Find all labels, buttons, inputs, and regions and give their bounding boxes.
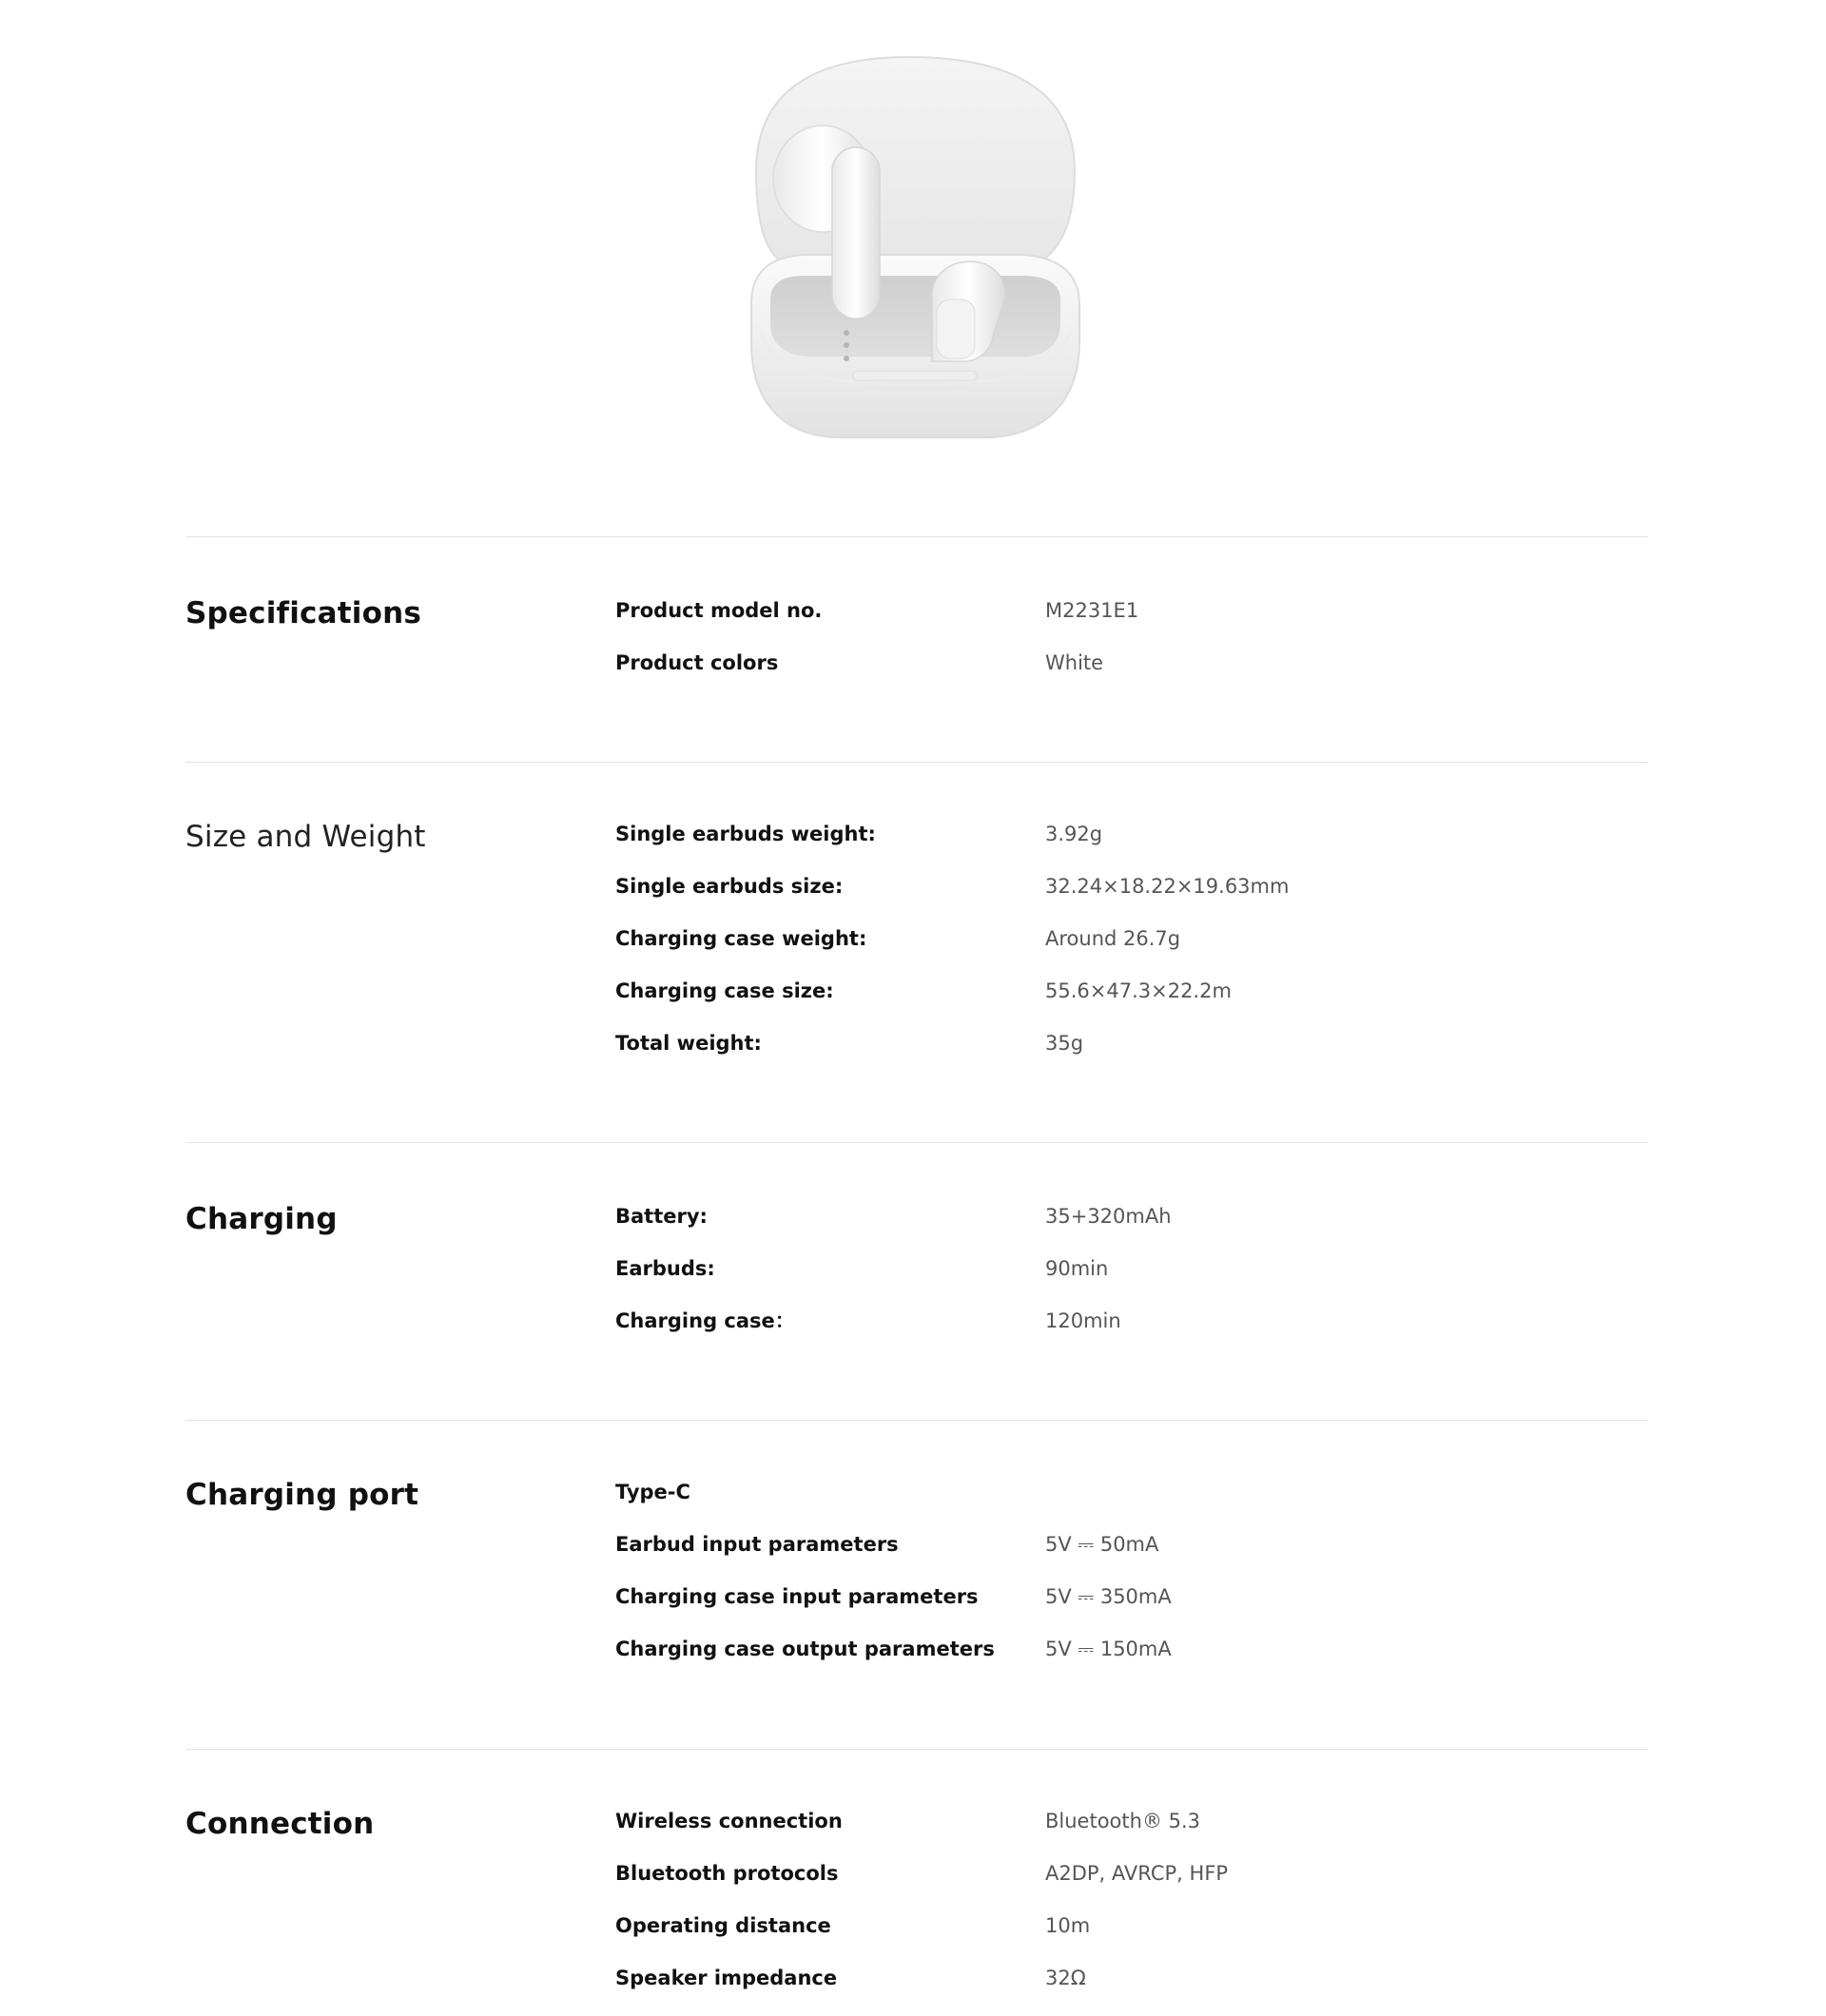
spec-rows (615, 1478, 1648, 1687)
spec-row (615, 1807, 1648, 1859)
spec-rows (615, 820, 1648, 1081)
spec-value: 3.92g (1045, 823, 1103, 845)
spec-label: Total weight: (615, 1032, 762, 1055)
spec-row (615, 820, 1648, 872)
spec-rows (615, 1807, 1648, 2016)
spec-label: Bluetooth protocols (615, 1862, 839, 1885)
spec-label: Speaker impedance (615, 1967, 838, 1989)
spec-row (615, 596, 1648, 649)
spec-row (615, 1635, 1648, 1687)
spec-row (615, 649, 1648, 701)
spec-value: Bluetooth® 5.3 (1045, 1810, 1201, 1832)
spec-row (615, 1530, 1648, 1582)
spec-label: Single earbuds size: (615, 875, 844, 898)
spec-value: Around 26.7g (1045, 927, 1181, 950)
spec-label: Charging case size: (615, 979, 834, 1002)
spec-row (615, 1859, 1648, 1911)
spec-value: 35+320mAh (1045, 1205, 1172, 1228)
spec-row (615, 1202, 1648, 1254)
spec-label: Type-C (615, 1481, 690, 1503)
specs-table (185, 536, 1648, 2015)
spec-row (615, 924, 1648, 977)
section-title: Specifications (185, 596, 422, 630)
section-title: Size and Weight (185, 820, 426, 854)
spec-value: 55.6×47.3×22.2m (1045, 979, 1232, 1002)
spec-label: Battery: (615, 1205, 708, 1228)
spec-row (615, 1307, 1648, 1359)
spec-value: 5V ⎓ 50mA (1045, 1533, 1159, 1556)
spec-row (615, 1964, 1648, 2016)
spec-value: A2DP, AVRCP, HFP (1045, 1862, 1229, 1885)
section-title: Charging (185, 1202, 338, 1236)
spec-label: Charging case weight: (615, 927, 867, 950)
spec-value: 5V ⎓ 150mA (1045, 1638, 1172, 1660)
product-hero (0, 0, 1826, 537)
spec-row (615, 872, 1648, 924)
connection-section (185, 1749, 1648, 2015)
spec-label: Charging case： (615, 1309, 795, 1332)
spec-row (615, 977, 1648, 1029)
spec-label: Charging case input parameters (615, 1585, 979, 1608)
charging-section (185, 1142, 1648, 1420)
spec-row (615, 1582, 1648, 1635)
spec-row (615, 1911, 1648, 1964)
spec-label: Single earbuds weight: (615, 823, 876, 845)
charging-port-section (185, 1420, 1648, 1749)
spec-label: Product colors (615, 651, 779, 674)
spec-label: Wireless connection (615, 1810, 843, 1832)
spec-value: 120min (1045, 1309, 1121, 1332)
spec-value: 35g (1045, 1032, 1084, 1055)
spec-value: 32.24×18.22×19.63mm (1045, 875, 1290, 898)
spec-row (615, 1478, 1648, 1530)
spec-value: White (1045, 651, 1104, 674)
spec-value: 10m (1045, 1914, 1091, 1937)
spec-value: M2231E1 (1045, 599, 1139, 622)
section-title: Charging port (185, 1478, 419, 1512)
section-title: Connection (185, 1807, 375, 1841)
earbuds-case-image (737, 48, 1117, 456)
spec-label: Operating distance (615, 1914, 831, 1937)
specifications-section (185, 536, 1648, 762)
spec-label: Charging case output parameters (615, 1638, 995, 1660)
spec-value: 90min (1045, 1257, 1109, 1280)
spec-value: 32Ω (1045, 1967, 1086, 1989)
spec-row (615, 1254, 1648, 1307)
spec-row (615, 1029, 1648, 1081)
size-weight-section (185, 762, 1648, 1142)
spec-label: Product model no. (615, 599, 823, 622)
spec-value: 5V ⎓ 350mA (1045, 1585, 1172, 1608)
spec-label: Earbud input parameters (615, 1533, 899, 1556)
spec-rows (615, 1202, 1648, 1359)
spec-label: Earbuds: (615, 1257, 715, 1280)
spec-rows (615, 596, 1648, 701)
